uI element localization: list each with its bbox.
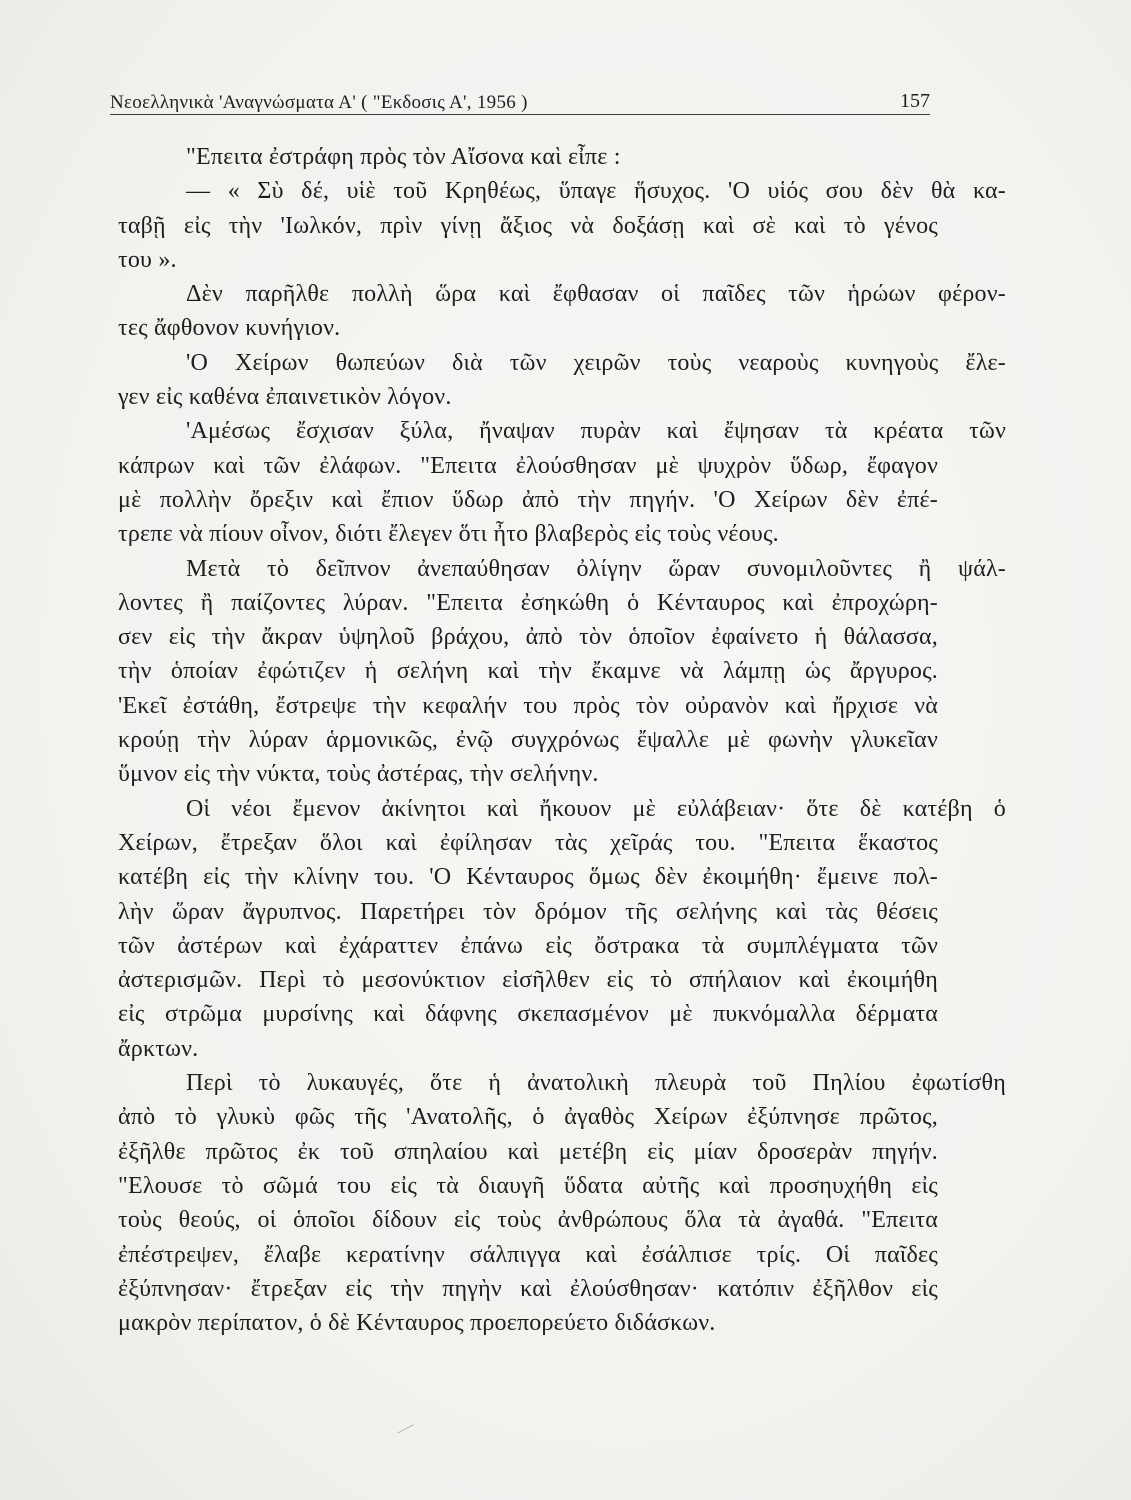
text-line: μὲ πολλὴν ὄρεξιν καὶ ἔπιον ὕδωρ ἀπὸ τὴν πηγήν. 'Ο Χείρων δὲν ἐπέ-: [118, 486, 938, 513]
text-line: Οἱ νέοι ἔμενον ἀκίνητοι καὶ ἤκουον μὲ εὐλάβειαν· ὅτε δὲ κατέβη ὁ: [186, 795, 1006, 822]
text-line: ἀπὸ τὸ γλυκὺ φῶς τῆς 'Ανατολῆς, ὁ ἀγαθὸς Χείρων ἐξύπνησε πρῶτος,: [118, 1104, 938, 1131]
text-line: τες ἄφθονον κυνήγιον.: [118, 315, 341, 342]
text-line: του ».: [118, 246, 177, 273]
text-line: ἐξῆλθε πρῶτος ἐκ τοῦ σπηλαίου καὶ μετέβη εἰς μίαν δροσερὰν πηγήν.: [118, 1138, 938, 1165]
header-title: Νεοελληνικὰ 'Αναγνώσματα Α' ( "Εκδοσις Α', 1956 ): [110, 92, 528, 113]
text-line: λὴν ὥραν ἄγρυπνος. Παρετήρει τὸν δρόμον τῆς σελήνης καὶ τὰς θέσεις: [118, 898, 938, 925]
text-line: εἰς στρῶμα μυρσίνης καὶ δάφνης σκεπασμένον μὲ πυκνόμαλλα δέρματα: [118, 1001, 938, 1028]
text-line: κατέβη εἰς τὴν κλίνην του. 'Ο Κένταυρος ὅμως δὲν ἐκοιμήθη· ἔμεινε πολ-: [118, 864, 938, 891]
text-line: τῶν ἀστέρων καὶ ἐχάραττεν ἐπάνω εἰς ὄστρακα τὰ συμπλέγματα τῶν: [118, 932, 938, 959]
text-line: ταβῇ εἰς τὴν 'Ιωλκόν, πρὶν γίνῃ ἄξιος νὰ δοξάσῃ καὶ σὲ καὶ τὸ γένος: [118, 212, 938, 239]
text-line: κάπρων καὶ τῶν ἐλάφων. "Επειτα ἐλούσθησαν μὲ ψυχρὸν ὕδωρ, ἔφαγον: [118, 452, 938, 479]
page-number: 157: [900, 90, 930, 112]
text-line: ἐξύπνησαν· ἔτρεξαν εἰς τὴν πηγὴν καὶ ἐλούσθησαν· κατόπιν ἐξῆλθον εἰς: [118, 1275, 938, 1302]
text-line: τὴν ὁποίαν ἐφώτιζεν ἡ σελήνη καὶ τὴν ἔκαμνε νὰ λάμπῃ ὡς ἄργυρος.: [118, 658, 938, 685]
text-line: ἀστερισμῶν. Περὶ τὸ μεσονύκτιον εἰσῆλθεν εἰς τὸ σπήλαιον καὶ ἐκοιμήθη: [118, 967, 938, 994]
text-line: ἐπέστρεψεν, ἔλαβε κερατίνην σάλπιγγα καὶ ἐσάλπισε τρίς. Οἱ παῖδες: [118, 1241, 938, 1268]
body-text: [118, 140, 1006, 1340]
text-line: τρεπε νὰ πίουν οἶνον, διότι ἔλεγεν ὅτι ἦτο βλαβερὸς εἰς τοὺς νέους.: [118, 521, 779, 548]
text-line: Χείρων, ἔτρεξαν ὅλοι καὶ ἐφίλησαν τὰς χεῖράς του. "Επειτα ἕκαστος: [118, 829, 938, 856]
text-line: σεν εἰς τὴν ἄκραν ὑψηλοῦ βράχου, ἀπὸ τὸν ὁποῖον ἐφαίνετο ἡ θάλασσα,: [118, 624, 938, 651]
text-line: γεν εἰς καθένα ἐπαινετικὸν λόγον.: [118, 384, 452, 411]
text-line: — « Σὺ δέ, υἱὲ τοῦ Κρηθέως, ὕπαγε ἥσυχος. 'Ο υἱός σου δὲν θὰ κα-: [186, 178, 1006, 205]
text-line: Δὲν παρῆλθε πολλὴ ὥρα καὶ ἔφθασαν οἱ παῖδες τῶν ἡρώων φέρον-: [186, 281, 1006, 308]
text-line: μακρὸν περίπατον, ὁ δὲ Κένταυρος προεπορεύετο διδάσκων.: [118, 1310, 716, 1337]
text-line: κρούῃ τὴν λύραν ἁρμονικῶς, ἐνῷ συγχρόνως ἔψαλλε μὲ φωνὴν γλυκεῖαν: [118, 727, 938, 754]
text-line: ὕμνον εἰς τὴν νύκτα, τοὺς ἀστέρας, τὴν σελήνην.: [118, 761, 599, 788]
text-line: 'Αμέσως ἔσχισαν ξύλα, ἤναψαν πυρὰν καὶ ἔψησαν τὰ κρέατα τῶν: [186, 418, 1006, 445]
text-line: "Επειτα ἐστράφη πρὸς τὸν Αἴσονα καὶ εἶπε :: [186, 144, 621, 170]
ink-mark: [397, 1424, 416, 1439]
text-line: τοὺς θεούς, οἱ ὁποῖοι δίδουν εἰς τοὺς ἀνθρώπους ὅλα τὰ ἀγαθά. "Επειτα: [118, 1207, 938, 1234]
text-line: 'Ο Χείρων θωπεύων διὰ τῶν χειρῶν τοὺς νεαροὺς κυνηγοὺς ἔλε-: [186, 349, 1006, 376]
text-line: Μετὰ τὸ δεῖπνον ἀνεπαύθησαν ὀλίγην ὥραν συνομιλοῦντες ἢ ψάλ-: [186, 555, 1006, 582]
text-line: ἄρκτων.: [118, 1035, 199, 1062]
text-line: 'Εκεῖ ἐστάθη, ἔστρεψε τὴν κεφαλήν του πρὸς τὸν οὐρανὸν καὶ ἤρχισε νὰ: [118, 692, 938, 719]
text-line: "Ελουσε τὸ σῶμά του εἰς τὰ διαυγῆ ὕδατα αὐτῆς καὶ προσηυχήθη εἰς: [118, 1172, 938, 1199]
running-header: [110, 88, 930, 115]
text-line: λοντες ἢ παίζοντες λύραν. "Επειτα ἐσηκώθη ὁ Κένταυρος καὶ ἐπροχώρη-: [118, 589, 938, 616]
text-line: Περὶ τὸ λυκαυγές, ὅτε ἡ ἀνατολικὴ πλευρὰ τοῦ Πηλίου ἐφωτίσθη: [186, 1070, 1006, 1097]
